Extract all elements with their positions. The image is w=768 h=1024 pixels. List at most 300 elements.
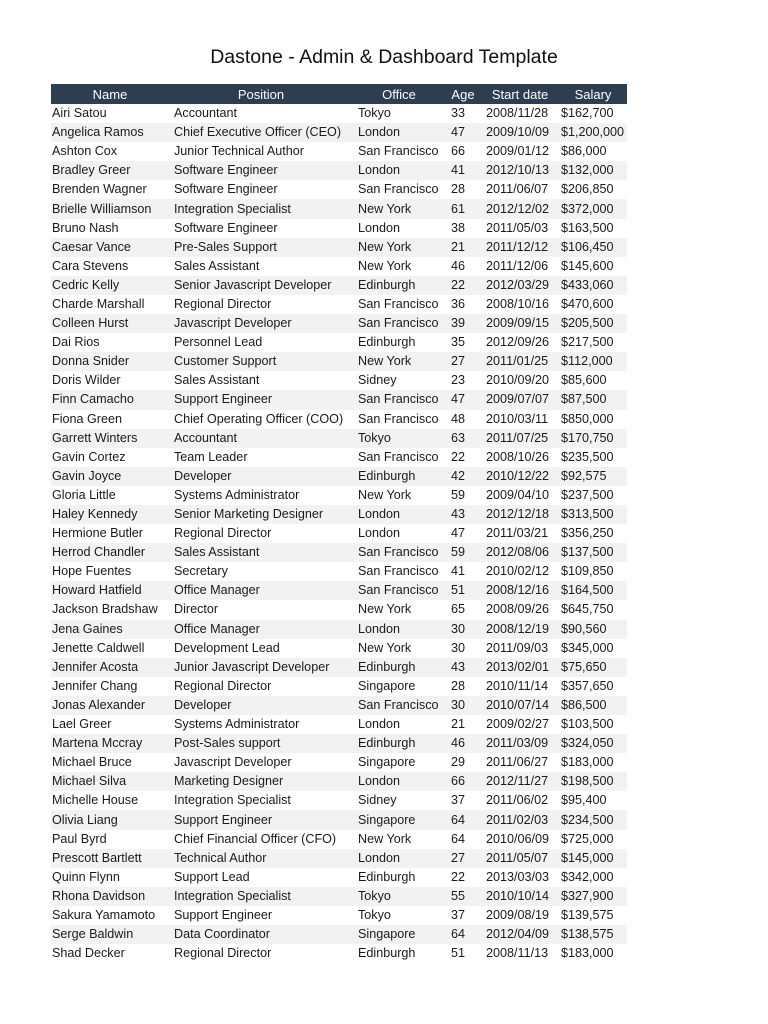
cell-office: London <box>353 849 445 868</box>
cell-salary: $237,500 <box>561 487 614 502</box>
cell-name: Fiona Green <box>52 411 123 426</box>
cell-start: 2012/12/02 <box>481 199 559 218</box>
cell-start: 2011/02/03 <box>481 810 559 829</box>
cell-start: 2008/12/19 <box>481 620 559 639</box>
cell-start: 2012/11/27 <box>481 772 559 791</box>
table-row <box>51 925 627 944</box>
cell-salary: $112,000 <box>559 352 627 371</box>
header-row <box>51 84 627 104</box>
cell-age: 63 <box>445 429 481 448</box>
cell-salary: $109,850 <box>561 564 614 579</box>
cell-start: 2012/03/29 <box>481 276 559 295</box>
cell-start: 2012/12/18 <box>481 505 559 524</box>
cell-age: 42 <box>445 467 481 486</box>
cell-age: 22 <box>451 869 466 884</box>
cell-salary: $85,600 <box>561 373 607 388</box>
cell-salary: $139,575 <box>561 907 614 922</box>
cell-salary: $92,575 <box>559 467 627 486</box>
cell-start: 2010/07/14 <box>481 696 559 715</box>
cell-position: Integration Specialist <box>174 793 291 808</box>
cell-name: Caesar Vance <box>51 238 169 257</box>
table-row <box>51 295 627 314</box>
cell-position: Javascript Developer <box>174 755 292 770</box>
cell-start: 2008/12/16 <box>481 581 559 600</box>
cell-salary: $95,400 <box>561 793 607 808</box>
column-header-position[interactable]: Position <box>169 84 353 104</box>
cell-start: 2009/02/27 <box>486 717 550 732</box>
cell-office: London <box>353 772 445 791</box>
table-row <box>51 906 627 925</box>
cell-office: Edinburgh <box>358 335 416 350</box>
cell-position: Personnel Lead <box>174 335 263 350</box>
cell-start: 2011/03/21 <box>486 526 549 541</box>
cell-salary: $163,500 <box>561 220 614 235</box>
cell-start: 2008/10/16 <box>486 296 550 311</box>
cell-salary: $850,000 <box>561 411 614 426</box>
cell-start: 2011/09/03 <box>486 640 549 655</box>
cell-start: 2010/02/12 <box>486 564 550 579</box>
cell-salary: $234,500 <box>559 810 627 829</box>
cell-age: 27 <box>445 352 481 371</box>
cell-age: 64 <box>451 831 466 846</box>
cell-age: 41 <box>445 161 481 180</box>
cell-salary: $162,700 <box>561 106 614 121</box>
cell-name: Charde Marshall <box>52 296 145 311</box>
cell-age: 61 <box>445 199 481 218</box>
cell-name: Lael Greer <box>52 717 112 732</box>
cell-age: 33 <box>451 106 466 121</box>
cell-office: London <box>358 220 401 235</box>
table-row <box>51 257 627 276</box>
cell-start: 2010/11/14 <box>486 678 549 693</box>
cell-office: San Francisco <box>353 390 445 409</box>
cell-position: Marketing Designer <box>169 772 353 791</box>
cell-name: Ashton Cox <box>52 144 118 159</box>
cell-salary: $86,000 <box>561 144 607 159</box>
column-header-start-date[interactable]: Start date <box>481 84 559 104</box>
cell-position: Support Engineer <box>169 390 353 409</box>
cell-office: Tokyo <box>353 887 445 906</box>
cell-age: 47 <box>451 526 466 541</box>
cell-age: 51 <box>445 581 481 600</box>
column-header-age[interactable]: Age <box>445 84 481 104</box>
cell-age: 64 <box>445 810 481 829</box>
cell-start: 2012/10/13 <box>481 161 559 180</box>
table-row <box>51 620 627 639</box>
cell-name: Michelle House <box>52 793 139 808</box>
cell-salary: $106,450 <box>559 238 627 257</box>
cell-age: 43 <box>445 658 481 677</box>
cell-start: 2011/12/12 <box>481 238 559 257</box>
cell-position: Support Engineer <box>174 907 273 922</box>
cell-position: Javascript Developer <box>169 314 353 333</box>
cell-office: London <box>353 505 445 524</box>
table-row <box>51 715 627 734</box>
cell-position: Software Engineer <box>174 220 278 235</box>
cell-salary: $725,000 <box>561 831 614 846</box>
table-row <box>51 658 627 677</box>
cell-salary: $138,575 <box>559 925 627 944</box>
cell-position: Systems Administrator <box>174 487 300 502</box>
cell-name: Jenette Caldwell <box>52 640 145 655</box>
cell-start: 2009/08/19 <box>486 907 550 922</box>
cell-age: 27 <box>445 849 481 868</box>
cell-start: 2013/03/03 <box>486 869 550 884</box>
cell-office: New York <box>353 238 445 257</box>
table-row <box>51 696 627 715</box>
cell-name: Howard Hatfield <box>51 581 169 600</box>
cell-age: 36 <box>451 296 466 311</box>
cell-start: 2008/10/26 <box>486 449 550 464</box>
cell-office: New York <box>353 352 445 371</box>
table-row <box>51 887 627 906</box>
cell-age: 35 <box>451 335 466 350</box>
cell-office: Tokyo <box>358 106 391 121</box>
cell-start: 2012/09/26 <box>486 335 550 350</box>
table-row <box>51 104 627 123</box>
cell-office: Singapore <box>353 925 445 944</box>
cell-name: Prescott Bartlett <box>51 849 169 868</box>
cell-name: Brenden Wagner <box>52 182 147 197</box>
cell-position: Secretary <box>174 564 228 579</box>
cell-age: 28 <box>451 678 466 693</box>
cell-position: Regional Director <box>174 526 272 541</box>
cell-name: Jena Gaines <box>51 620 169 639</box>
cell-position: Office Manager <box>169 620 353 639</box>
cell-position: Junior Javascript Developer <box>169 658 353 677</box>
cell-office: New York <box>358 640 412 655</box>
cell-office: London <box>353 620 445 639</box>
cell-salary: $313,500 <box>559 505 627 524</box>
table-row <box>51 429 627 448</box>
cell-name: Jennifer Acosta <box>51 658 169 677</box>
page-title: Dastone - Admin & Dashboard Template <box>210 46 558 68</box>
cell-name: Sakura Yamamoto <box>52 907 156 922</box>
cell-age: 28 <box>451 182 466 197</box>
cell-start: 2009/10/09 <box>481 123 559 142</box>
cell-age: 48 <box>451 411 466 426</box>
table-row <box>51 161 627 180</box>
cell-start: 2009/01/12 <box>486 144 550 159</box>
cell-start: 2011/06/27 <box>486 755 549 770</box>
cell-office: London <box>353 123 445 142</box>
cell-position: Regional Director <box>174 678 272 693</box>
cell-position: Senior Marketing Designer <box>169 505 353 524</box>
cell-position: Sales Assistant <box>169 543 353 562</box>
cell-position: Junior Technical Author <box>174 144 304 159</box>
cell-position: Data Coordinator <box>169 925 353 944</box>
cell-name: Angelica Ramos <box>51 123 169 142</box>
table-row <box>51 849 627 868</box>
cell-salary: $198,500 <box>559 772 627 791</box>
cell-name: Garrett Winters <box>51 429 169 448</box>
cell-age: 21 <box>445 238 481 257</box>
cell-name: Herrod Chandler <box>51 543 169 562</box>
cell-age: 22 <box>445 276 481 295</box>
cell-name: Jonas Alexander <box>51 696 169 715</box>
cell-office: San Francisco <box>358 296 439 311</box>
cell-age: 47 <box>445 123 481 142</box>
cell-position: Accountant <box>169 429 353 448</box>
cell-start: 2011/05/07 <box>481 849 559 868</box>
cell-position: Support Engineer <box>169 810 353 829</box>
column-header-office[interactable]: Office <box>353 84 445 104</box>
cell-office: Tokyo <box>353 429 445 448</box>
cell-age: 37 <box>451 907 466 922</box>
cell-office: Singapore <box>353 810 445 829</box>
cell-name: Olivia Liang <box>51 810 169 829</box>
cell-start: 2011/12/06 <box>486 258 549 273</box>
table-row <box>51 180 627 199</box>
cell-start: 2011/01/25 <box>481 352 559 371</box>
cell-salary: $183,000 <box>561 755 614 770</box>
cell-start: 2009/04/10 <box>486 487 550 502</box>
cell-salary: $145,000 <box>559 849 627 868</box>
cell-salary: $342,000 <box>561 869 614 884</box>
table-row <box>51 505 627 524</box>
cell-age: 47 <box>445 390 481 409</box>
cell-age: 38 <box>451 220 466 235</box>
table-row <box>51 142 627 161</box>
cell-office: Edinburgh <box>353 658 445 677</box>
cell-start: 2009/09/15 <box>481 314 559 333</box>
cell-name: Donna Snider <box>51 352 169 371</box>
cell-age: 41 <box>451 564 466 579</box>
cell-office: San Francisco <box>353 543 445 562</box>
cell-office: London <box>358 526 401 541</box>
table-row <box>51 543 627 562</box>
cell-age: 39 <box>445 314 481 333</box>
table-row <box>51 944 627 963</box>
cell-position: Technical Author <box>169 849 353 868</box>
table-row <box>51 753 627 772</box>
table-row <box>51 352 627 371</box>
cell-salary: $205,500 <box>559 314 627 333</box>
cell-office: Edinburgh <box>353 467 445 486</box>
cell-salary: $645,750 <box>561 602 614 617</box>
cell-name: Dai Rios <box>52 335 100 350</box>
cell-age: 65 <box>451 602 466 617</box>
cell-start: 2010/10/14 <box>481 887 559 906</box>
cell-start: 2011/06/07 <box>486 182 549 197</box>
table-row <box>51 219 627 238</box>
cell-age: 30 <box>445 620 481 639</box>
cell-age: 66 <box>445 772 481 791</box>
cell-start: 2010/12/22 <box>481 467 559 486</box>
cell-name: Airi Satou <box>52 106 107 121</box>
cell-office: New York <box>358 258 412 273</box>
cell-position: Chief Operating Officer (COO) <box>174 411 344 426</box>
cell-office: New York <box>358 831 412 846</box>
cell-position: Regional Director <box>174 296 272 311</box>
cell-salary: $145,600 <box>561 258 614 273</box>
table-row <box>51 791 627 810</box>
cell-salary: $345,000 <box>561 640 614 655</box>
cell-salary: $183,000 <box>561 946 614 961</box>
cell-name: Doris Wilder <box>52 373 121 388</box>
table-row <box>51 371 627 390</box>
cell-salary: $90,560 <box>559 620 627 639</box>
cell-position: Integration Specialist <box>169 887 353 906</box>
cell-office: San Francisco <box>358 144 439 159</box>
cell-name: Jennifer Chang <box>52 678 138 693</box>
cell-position: Software Engineer <box>174 182 278 197</box>
cell-position: Pre-Sales Support <box>169 238 353 257</box>
cell-office: New York <box>353 199 445 218</box>
cell-position: Regional Director <box>174 946 272 961</box>
cell-name: Colleen Hurst <box>51 314 169 333</box>
cell-age: 59 <box>445 543 481 562</box>
cell-name: Gavin Cortez <box>52 449 126 464</box>
table-body <box>51 104 627 963</box>
cell-office: Sidney <box>358 373 397 388</box>
table-row <box>51 830 627 849</box>
column-header-name[interactable]: Name <box>51 84 169 104</box>
cell-age: 30 <box>445 696 481 715</box>
cell-position: Developer <box>169 696 353 715</box>
cell-salary: $324,050 <box>559 734 627 753</box>
cell-name: Jackson Bradshaw <box>52 602 158 617</box>
cell-start: 2010/03/11 <box>486 411 549 426</box>
cell-name: Bradley Greer <box>51 161 169 180</box>
cell-start: 2012/08/06 <box>481 543 559 562</box>
cell-position: Sales Assistant <box>174 373 260 388</box>
cell-office: San Francisco <box>358 411 439 426</box>
cell-position: Software Engineer <box>169 161 353 180</box>
cell-position: Accountant <box>174 106 238 121</box>
cell-name: Rhona Davidson <box>51 887 169 906</box>
cell-start: 2009/07/07 <box>481 390 559 409</box>
cell-salary: $356,250 <box>561 526 614 541</box>
cell-salary: $170,750 <box>559 429 627 448</box>
cell-start: 2012/04/09 <box>481 925 559 944</box>
cell-position: Office Manager <box>169 581 353 600</box>
cell-age: 30 <box>451 640 466 655</box>
cell-start: 2011/05/03 <box>486 220 549 235</box>
column-header-salary[interactable]: Salary <box>559 84 627 104</box>
cell-start: 2008/09/26 <box>486 602 550 617</box>
table-row <box>51 677 627 696</box>
cell-age: 29 <box>451 755 466 770</box>
cell-name: Quinn Flynn <box>52 869 120 884</box>
table-row <box>51 448 627 467</box>
cell-age: 46 <box>445 734 481 753</box>
cell-age: 46 <box>451 258 466 273</box>
cell-office: London <box>353 161 445 180</box>
cell-office: San Francisco <box>358 182 439 197</box>
cell-office: Edinburgh <box>353 734 445 753</box>
table-row <box>51 486 627 505</box>
table-row <box>51 199 627 218</box>
cell-start: 2008/11/28 <box>486 106 549 121</box>
table-row <box>51 581 627 600</box>
table-header <box>51 84 627 104</box>
cell-salary: $86,500 <box>559 696 627 715</box>
cell-salary: $1,200,000 <box>559 123 627 142</box>
table-row <box>51 238 627 257</box>
cell-name: Shad Decker <box>52 946 125 961</box>
cell-salary: $137,500 <box>559 543 627 562</box>
cell-office: San Francisco <box>358 564 439 579</box>
cell-start: 2011/06/02 <box>486 793 549 808</box>
cell-name: Brielle Williamson <box>51 199 169 218</box>
cell-position: Sales Assistant <box>174 258 260 273</box>
cell-start: 2010/09/20 <box>486 373 550 388</box>
cell-office: Edinburgh <box>358 869 416 884</box>
cell-office: Sidney <box>358 793 397 808</box>
table-row <box>51 810 627 829</box>
cell-age: 64 <box>445 925 481 944</box>
cell-start: 2013/02/01 <box>481 658 559 677</box>
cell-name: Hope Fuentes <box>52 564 132 579</box>
table-row <box>51 467 627 486</box>
table-row <box>51 524 627 543</box>
cell-start: 2011/07/25 <box>481 429 559 448</box>
cell-salary: $217,500 <box>561 335 614 350</box>
table-row <box>51 410 627 429</box>
cell-name: Bruno Nash <box>52 220 119 235</box>
cell-salary: $206,850 <box>561 182 614 197</box>
table-row <box>51 772 627 791</box>
cell-name: Martena Mccray <box>51 734 169 753</box>
cell-age: 66 <box>451 144 466 159</box>
cell-name: Cedric Kelly <box>51 276 169 295</box>
cell-name: Cara Stevens <box>52 258 129 273</box>
cell-salary: $235,500 <box>561 449 614 464</box>
cell-age: 22 <box>451 449 466 464</box>
cell-salary: $470,600 <box>561 296 614 311</box>
table-row <box>51 868 627 887</box>
cell-office: San Francisco <box>353 581 445 600</box>
cell-office: New York <box>358 487 412 502</box>
table-row <box>51 333 627 352</box>
cell-position: Chief Financial Officer (CFO) <box>174 831 337 846</box>
table-row <box>51 314 627 333</box>
cell-age: 37 <box>451 793 466 808</box>
cell-position: Team Leader <box>174 449 248 464</box>
cell-position: Development Lead <box>174 640 280 655</box>
cell-office: Tokyo <box>358 907 391 922</box>
cell-salary: $357,650 <box>561 678 614 693</box>
cell-age: 21 <box>451 717 466 732</box>
cell-name: Paul Byrd <box>52 831 107 846</box>
cell-office: San Francisco <box>353 314 445 333</box>
cell-position: Customer Support <box>169 352 353 371</box>
cell-name: Michael Silva <box>51 772 169 791</box>
cell-position: Senior Javascript Developer <box>169 276 353 295</box>
table-row <box>51 276 627 295</box>
cell-salary: $327,900 <box>559 887 627 906</box>
cell-salary: $103,500 <box>561 717 614 732</box>
employees-table <box>51 84 627 963</box>
cell-office: Singapore <box>358 678 416 693</box>
cell-office: London <box>358 717 401 732</box>
cell-age: 23 <box>451 373 466 388</box>
cell-name: Gloria Little <box>52 487 116 502</box>
cell-name: Gavin Joyce <box>51 467 169 486</box>
cell-name: Serge Baldwin <box>51 925 169 944</box>
cell-office: New York <box>358 602 412 617</box>
cell-salary: $87,500 <box>559 390 627 409</box>
cell-office: Edinburgh <box>358 946 416 961</box>
cell-name: Hermione Butler <box>52 526 143 541</box>
cell-position: Post-Sales support <box>169 734 353 753</box>
cell-office: Edinburgh <box>353 276 445 295</box>
cell-name: Haley Kennedy <box>51 505 169 524</box>
cell-position: Integration Specialist <box>169 199 353 218</box>
cell-office: San Francisco <box>353 696 445 715</box>
table-row <box>51 390 627 409</box>
